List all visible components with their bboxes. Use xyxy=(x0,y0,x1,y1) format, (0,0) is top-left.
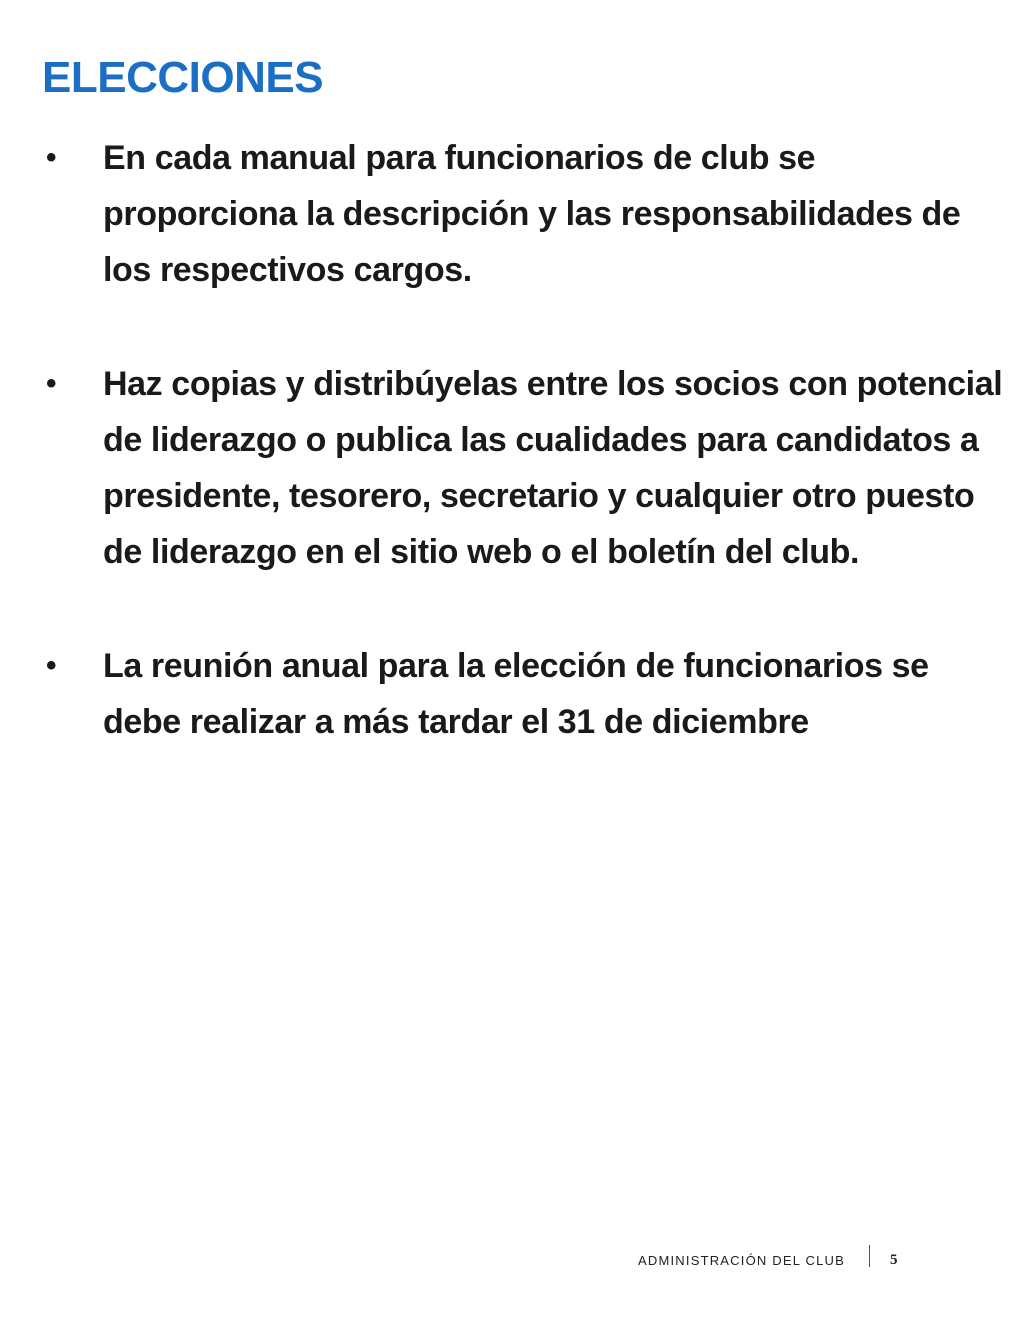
bullet-item xyxy=(0,130,1024,298)
bullet-text: La reunión anual para la elección de funcionarios se debe realizar a más tardar el 31 de diciembre xyxy=(103,647,929,741)
bullet-item xyxy=(0,638,1024,750)
bullet-marker: • xyxy=(46,141,57,174)
page-footer xyxy=(638,1248,897,1272)
page-title: ELECCIONES xyxy=(42,53,324,102)
bullet-text: En cada manual para funcionarios de club se proporciona la descripción y las responsabilidades de los respectivos cargos. xyxy=(103,139,961,289)
bullet-text: Haz copias y distribúyelas entre los socios con potencial de liderazgo o publica las cualidades para candidatos a presidente, tesorero, secretario y cualquier otro puesto de liderazgo en el sitio web o el boletín del club. xyxy=(103,365,1003,571)
bullet-marker: • xyxy=(46,649,57,682)
bullet-list xyxy=(0,130,1024,750)
bullet-item xyxy=(0,356,1024,580)
page-number: 5 xyxy=(889,1251,898,1268)
bullet-marker: • xyxy=(46,367,57,400)
footer-divider xyxy=(869,1245,870,1267)
footer-label: ADMINISTRACIÓN DEL CLUB xyxy=(638,1252,845,1268)
